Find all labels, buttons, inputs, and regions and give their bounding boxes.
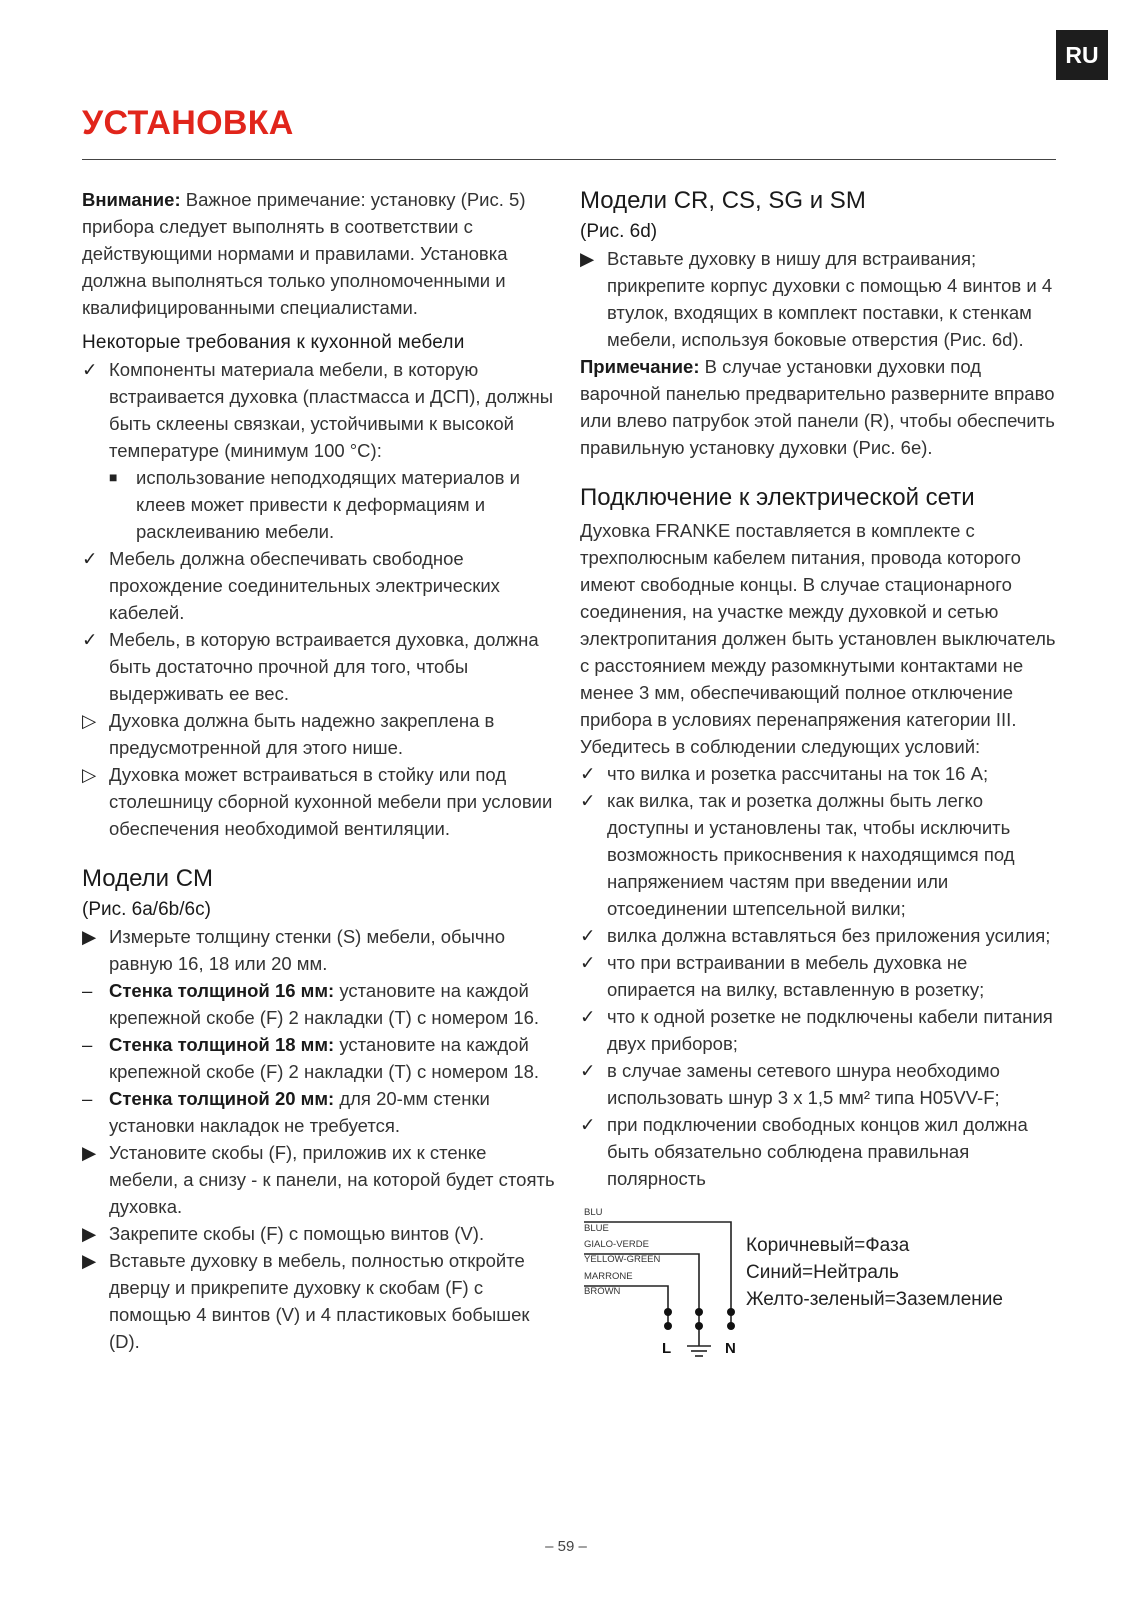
- blue-wire: [584, 1222, 731, 1312]
- warning-label: Внимание:: [82, 189, 181, 210]
- wire-color-legend: [746, 1232, 1003, 1313]
- furniture-heading: Некоторые требования к кухонной мебели: [82, 332, 465, 353]
- dash-icon: –: [82, 1088, 93, 1109]
- language-badge: RU: [1056, 30, 1108, 80]
- step-item: [580, 245, 1058, 353]
- list-item-text: Духовка должна быть надежно закреплена в предусмотренной для этого нише.: [109, 710, 495, 758]
- dash-icon: –: [82, 980, 93, 1001]
- step-item: [82, 1247, 560, 1355]
- terminal-dot: [727, 1308, 735, 1316]
- note-label: Примечание:: [580, 356, 700, 377]
- arrow-right-icon: ▶: [82, 926, 97, 947]
- list-subitem: [82, 464, 560, 545]
- list-item: [82, 545, 560, 626]
- checkmark-icon: ✓: [82, 548, 98, 569]
- step-text: Закрепите скобы (F) с помощью винтов (V).: [109, 1223, 485, 1244]
- step-text: Вставьте духовку в нишу для встраивания; прикрепите корпус духовки с помощью 4 винтов и 4 втулок, входящих в комплект поставки, к стенкам мебели, используя боковые отверстия (Рис. 6d).: [607, 248, 1053, 350]
- checkmark-icon: ✓: [580, 1114, 596, 1135]
- wire-label: GIALO-VERDE: [584, 1239, 649, 1250]
- list-item: [82, 626, 560, 707]
- dash-text: установите на каждой крепежной скобе (F) 2 накладки (T) с номером 18.: [109, 1034, 540, 1082]
- terminal-dot: [695, 1322, 703, 1330]
- check-item: [580, 760, 1058, 787]
- wire-label: BROWN: [584, 1286, 621, 1297]
- dash-item: [82, 1085, 560, 1139]
- page-title: УСТАНОВКА: [82, 104, 294, 142]
- checkmark-icon: ✓: [82, 629, 98, 650]
- check-item: [580, 1003, 1058, 1057]
- check-text: что вилка и розетка рассчитаны на ток 16 А;: [607, 763, 989, 784]
- electrical-heading: Подключение к электрической сети: [580, 484, 975, 511]
- step-item: [82, 923, 560, 977]
- dash-label: Стенка толщиной 18 мм:: [109, 1034, 335, 1055]
- check-text: как вилка, так и розетка должны быть легко доступны и установлены так, чтобы исключить возможность прикоснвения к находящимся под напряжением частям при введении или отсоединении штепсельной вилки;: [607, 790, 1015, 919]
- checkmark-icon: ✓: [82, 359, 98, 380]
- list-item-text: Духовка может встраиваться в стойку или под столешницу сборной кухонной мебели при условии обеспечения необходимой вентиляции.: [109, 764, 553, 839]
- electrical-check-intro: Убедитесь в соблюдении следующих условий:: [580, 736, 981, 757]
- square-bullet-icon: ■: [109, 469, 118, 485]
- check-text: при подключении свободных концов жил должна быть обязательно соблюдена правильная полярность: [607, 1114, 1028, 1189]
- dash-icon: –: [82, 1034, 93, 1055]
- check-item: [580, 922, 1058, 949]
- arrow-right-icon: ▶: [82, 1250, 97, 1271]
- triangle-outline-icon: ▷: [82, 764, 97, 785]
- legend-item: Коричневый=Фаза: [746, 1235, 910, 1256]
- terminal-label-n: N: [725, 1340, 736, 1357]
- terminal-dot: [695, 1308, 703, 1316]
- terminal-dot: [664, 1322, 672, 1330]
- dash-label: Стенка толщиной 20 мм:: [109, 1088, 335, 1109]
- checkmark-icon: ✓: [580, 763, 596, 784]
- list-item: [82, 707, 560, 761]
- warning-paragraph: [82, 186, 560, 321]
- terminal-label-l: L: [662, 1340, 672, 1357]
- electrical-text: Духовка FRANKE поставляется в комплекте с трехполюсным кабелем питания, провода которого имеют свободные концы. В случае стационарного соединения, на участке между духовкой и сетью электропитания должен быть установлен выключатель с расстоянием между разомкнутыми контактами не менее 3 мм, обеспечивающий полное отключение прибора в условиях перенапряжения категории III.: [580, 520, 1056, 730]
- cm-figure-ref: (Рис. 6a/6b/6c): [82, 899, 211, 920]
- list-item-text: Мебель должна обеспечивать свободное прохождение соединительных электрических кабелей.: [109, 548, 500, 623]
- cr-figure-ref: (Рис. 6d): [580, 221, 658, 242]
- wire-label: YELLOW-GREEN: [584, 1254, 661, 1265]
- dash-item: [82, 977, 560, 1031]
- step-text: Измерьте толщину стенки (S) мебели, обычно равную 16, 18 или 20 мм.: [109, 926, 506, 974]
- check-item: [580, 1057, 1058, 1111]
- check-item: [580, 949, 1058, 1003]
- left-column: [82, 186, 560, 1355]
- dash-text: для 20-мм стенки установки накладок не требуется.: [109, 1088, 490, 1136]
- check-item: [580, 1111, 1058, 1192]
- wiring-schematic: [580, 1204, 750, 1374]
- right-column: [580, 186, 1058, 1374]
- check-text: вилка должна вставляться без приложения усилия;: [607, 925, 1051, 946]
- list-item-text: Компоненты материала мебели, в которую встраивается духовка (пластмасса и ДСП), должны быть склеены связкаи, устойчивыми к высокой температуре (минимум 100 °С):: [109, 359, 554, 461]
- page-number: – 59 –: [545, 1538, 587, 1555]
- step-text: Вставьте духовку в мебель, полностью откройте дверцу и прикрепите духовку к скобам (F) с помощью 4 винтов (V) и 4 пластиковых бобышек (D).: [109, 1250, 530, 1352]
- warning-text: Важное примечание: установку (Рис. 5) прибора следует выполнять в соответствии с действующими нормами и правилами. Установка должна выполняться только уполномоченными и квалифицированными специалистами.: [82, 189, 526, 318]
- list-subitem-text: использование неподходящих материалов и клеев может привести к деформациям и расклеиванию мебели.: [136, 467, 520, 542]
- list-item: [82, 761, 560, 842]
- list-item-text: Мебель, в которую встраивается духовка, должна быть достаточно прочной для того, чтобы выдерживать ее вес.: [109, 629, 539, 704]
- check-text: в случае замены сетевого шнура необходимо использовать шнур 3 x 1,5 мм² типа H05VV-F;: [607, 1060, 1000, 1108]
- wiring-diagram: [580, 1204, 1058, 1374]
- title-divider: [82, 159, 1056, 160]
- arrow-right-icon: ▶: [82, 1223, 97, 1244]
- wire-label: BLU: [584, 1207, 603, 1218]
- terminal-dot: [727, 1322, 735, 1330]
- note-paragraph: [580, 353, 1058, 461]
- check-text: что к одной розетке не подключены кабели питания двух приборов;: [607, 1006, 1053, 1054]
- wire-label: BLUE: [584, 1223, 609, 1234]
- arrow-right-icon: ▶: [580, 248, 595, 269]
- checkmark-icon: ✓: [580, 790, 596, 811]
- check-text: что при встраивании в мебель духовка не опирается на вилку, вставленную в розетку;: [607, 952, 985, 1000]
- step-item: [82, 1220, 560, 1247]
- checkmark-icon: ✓: [580, 1060, 596, 1081]
- dash-item: [82, 1031, 560, 1085]
- step-item: [82, 1139, 560, 1220]
- checkmark-icon: ✓: [580, 1006, 596, 1027]
- dash-text: установите на каждой крепежной скобе (F) 2 накладки (T) с номером 16.: [109, 980, 540, 1028]
- note-text: В случае установки духовки под варочной панелью предварительно разверните вправо или влево патрубок этой панели (R), чтобы обеспечить правильную установку духовки (Рис. 6е).: [580, 356, 1055, 458]
- dash-label: Стенка толщиной 16 мм:: [109, 980, 335, 1001]
- legend-item: Синий=Нейтраль: [746, 1262, 899, 1283]
- legend-item: Желто-зеленый=Заземление: [746, 1289, 1003, 1310]
- list-item: [82, 356, 560, 464]
- check-item: [580, 787, 1058, 922]
- cm-heading: Модели CM: [82, 865, 214, 892]
- cr-heading: Модели CR, CS, SG и SM: [580, 187, 866, 214]
- terminal-dot: [664, 1308, 672, 1316]
- checkmark-icon: ✓: [580, 952, 596, 973]
- triangle-outline-icon: ▷: [82, 710, 97, 731]
- wire-label: MARRONE: [584, 1271, 633, 1282]
- step-text: Установите скобы (F), приложив их к стенке мебели, а снизу - к панели, на которой будет стоять духовка.: [109, 1142, 555, 1217]
- checkmark-icon: ✓: [580, 925, 596, 946]
- arrow-right-icon: ▶: [82, 1142, 97, 1163]
